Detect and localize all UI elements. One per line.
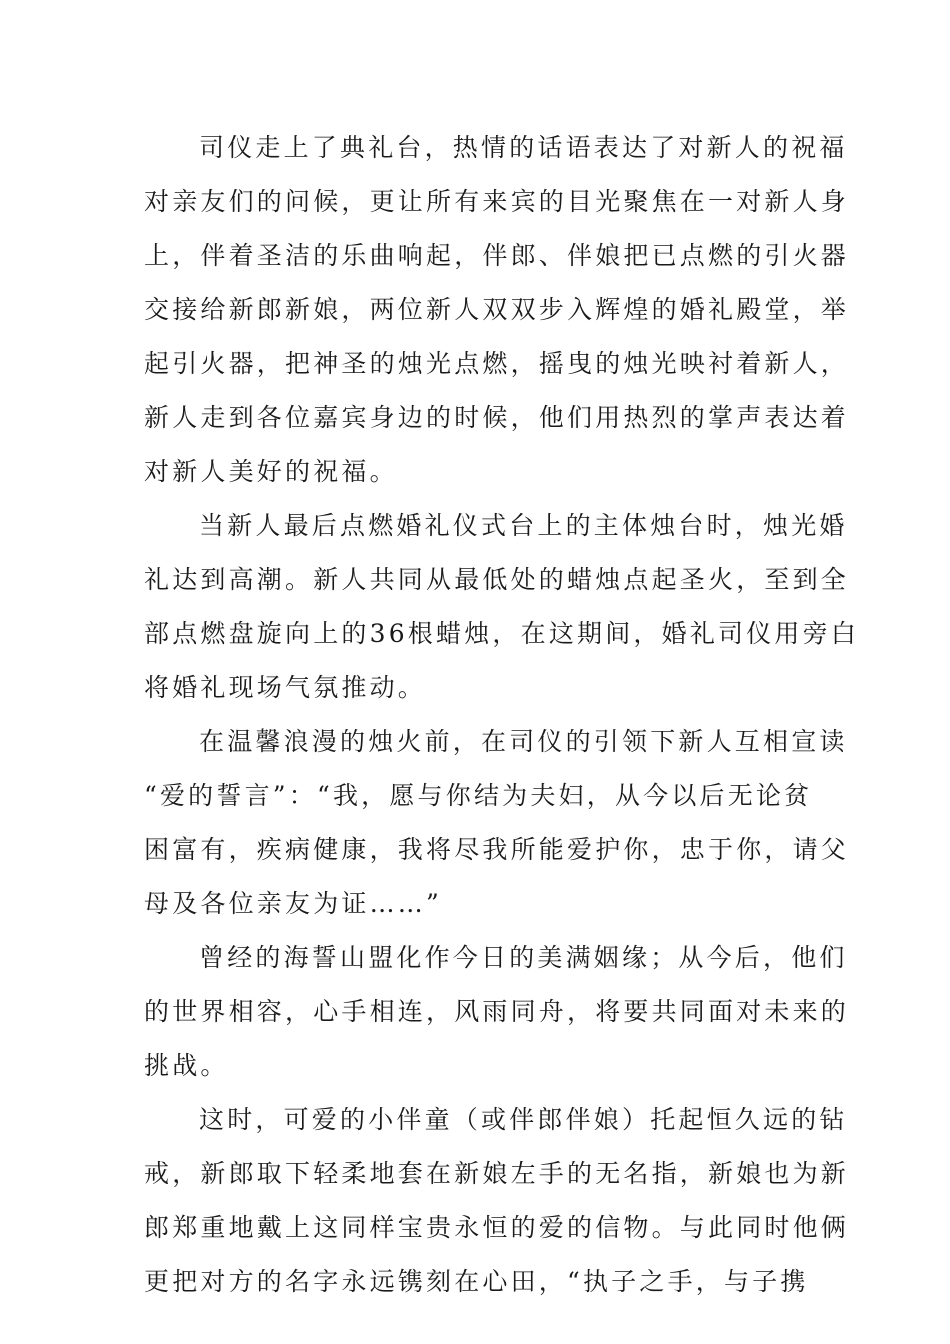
paragraph-5-line-1: 这时，可爱的小伴童（或伴郎伴娘）托起恒久远的钻 [199, 1105, 848, 1134]
paragraph-2-line-3: 部点燃盘旋向上的36根蜡烛，在这期间，婚礼司仪用旁白 [144, 619, 860, 648]
paragraph-3-line-4: 母及各位亲友为证……” [144, 889, 442, 918]
paragraph-1-line-5: 起引火器，把神圣的烛光点燃，摇曳的烛光映衬着新人， [144, 349, 850, 378]
paragraph-1-line-6: 新人走到各位嘉宾身边的时候，他们用热烈的掌声表达着 [144, 403, 850, 432]
paragraph-5-line-2: 戒，新郎取下轻柔地套在新娘左手的无名指，新娘也为新 [144, 1159, 850, 1188]
paragraph-1-line-7: 对新人美好的祝福。 [144, 457, 398, 486]
paragraph-4-line-1: 曾经的海誓山盟化作今日的美满姻缘；从今后，他们 [199, 943, 848, 972]
paragraph-3-line-2: “爱的誓言”：“我，愿与你结为夫妇，从今以后无论贫 [144, 781, 813, 810]
paragraph-4-line-3: 挑战。 [144, 1051, 229, 1080]
paragraph-2-line-2: 礼达到高潮。新人共同从最低处的蜡烛点起圣火，至到全 [144, 565, 850, 594]
paragraph-3-line-1: 在温馨浪漫的烛火前，在司仪的引领下新人互相宣读 [199, 727, 848, 756]
paragraph-4-line-2: 的世界相容，心手相连，风雨同舟，将要共同面对未来的 [144, 997, 850, 1026]
paragraph-3-line-3: 困富有，疾病健康，我将尽我所能爱护你，忠于你，请父 [144, 835, 850, 864]
paragraph-1-line-4: 交接给新郎新娘，两位新人双双步入辉煌的婚礼殿堂，举 [144, 295, 850, 324]
paragraph-2-line-4: 将婚礼现场气氛推动。 [144, 673, 427, 702]
paragraph-5-line-3: 郎郑重地戴上这同样宝贵永恒的爱的信物。与此同时他俩 [144, 1213, 850, 1242]
paragraph-2-line-1: 当新人最后点燃婚礼仪式台上的主体烛台时，烛光婚 [199, 511, 848, 540]
paragraph-1-line-3: 上，伴着圣洁的乐曲响起，伴郎、伴娘把已点燃的引火器 [144, 241, 850, 270]
paragraph-5-line-4: 更把对方的名字永远镌刻在心田，“执子之手，与子携 [144, 1267, 809, 1296]
paragraph-1-line-1: 司仪走上了典礼台，热情的话语表达了对新人的祝福 [199, 133, 848, 162]
paragraph-1-line-2: 对亲友们的问候，更让所有来宾的目光聚焦在一对新人身 [144, 187, 850, 216]
